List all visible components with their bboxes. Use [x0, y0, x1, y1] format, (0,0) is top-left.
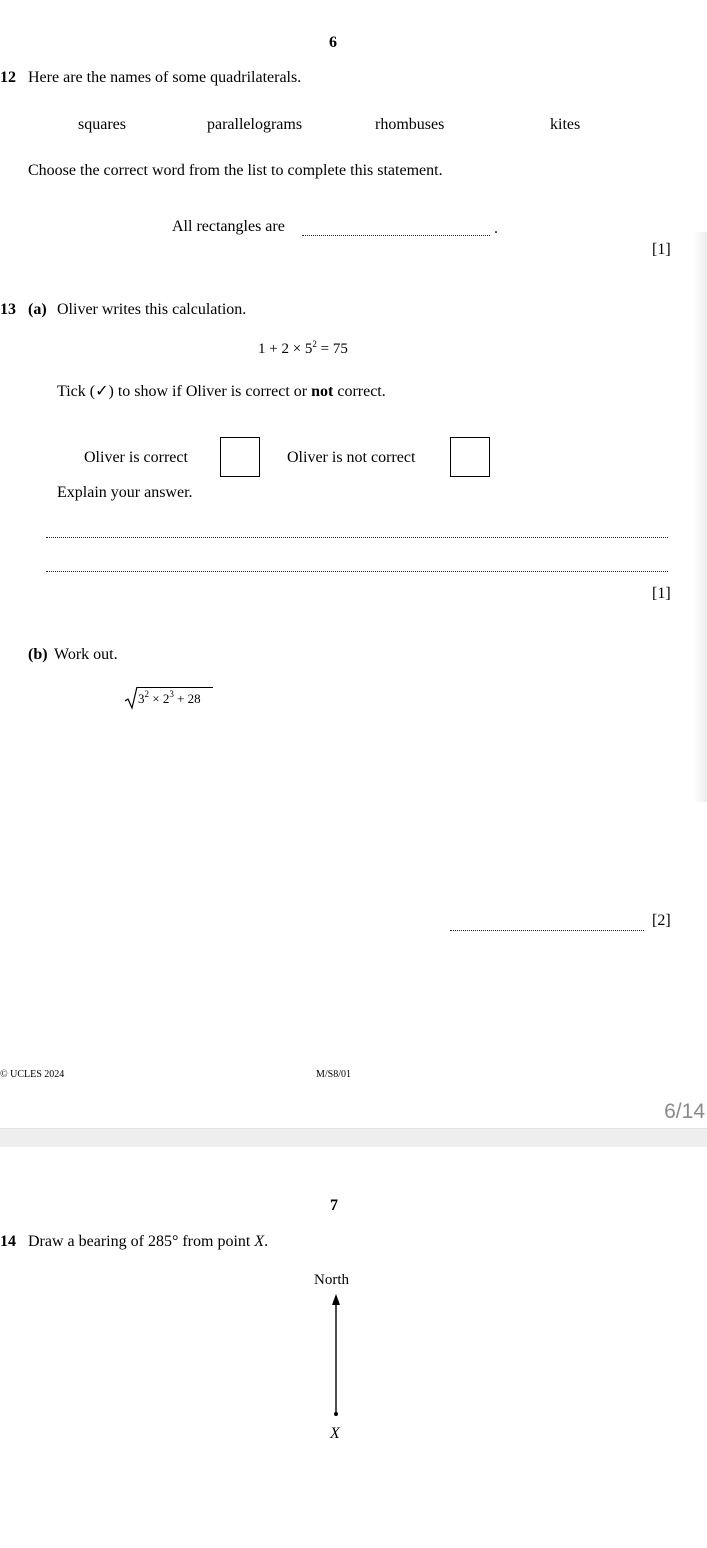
q13b-answer-line[interactable]: [450, 930, 644, 931]
footer-copyright: © UCLES 2024: [0, 1069, 65, 1080]
calculation: [258, 341, 348, 358]
q13b-intro: Work out.: [54, 646, 118, 663]
q13a-marks: [1]: [652, 585, 671, 602]
north-arrow-diagram[interactable]: [326, 1292, 346, 1422]
tick-text-pre: Tick (✓) to show if Oliver is correct or: [57, 383, 312, 400]
q14-text-pre: Draw a bearing of 285° from point: [28, 1233, 255, 1250]
question-number-14: 14: [0, 1233, 16, 1250]
tick-text-post: correct.: [333, 383, 386, 400]
calc-right: = 75: [316, 341, 348, 357]
north-label: North: [314, 1272, 349, 1288]
page-indicator: 6/14: [664, 1100, 705, 1123]
option-not-correct-label: Oliver is not correct: [287, 449, 416, 466]
q12-answer-line[interactable]: [302, 235, 490, 236]
q13b-marks: [2]: [652, 912, 671, 929]
tick-text-bold: not: [311, 383, 334, 400]
explain-line-2[interactable]: [46, 571, 668, 572]
question-number-13: 13: [0, 301, 16, 318]
sqrt-exp1: 2: [144, 689, 149, 699]
explain-line-1[interactable]: [46, 537, 668, 538]
arrow-head-icon: [332, 1294, 340, 1305]
sqrt-times: ×: [149, 691, 163, 706]
page-separator: [0, 1128, 707, 1147]
sqrt-exp2: 3: [169, 689, 174, 699]
q14-text-point: X: [254, 1233, 265, 1250]
q13b-label: (b): [28, 646, 48, 663]
q12-statement-end: .: [494, 220, 498, 237]
sqrt-base2: 2: [162, 691, 170, 706]
page-number: 6: [329, 34, 337, 51]
q12-marks: [1]: [652, 241, 671, 258]
word-parallelograms: parallelograms: [207, 116, 303, 133]
q13a-explain: Explain your answer.: [57, 484, 193, 501]
word-rhombuses: rhombuses: [375, 116, 445, 133]
page-number-2: 7: [330, 1197, 338, 1214]
word-squares: squares: [78, 116, 126, 133]
point-x-label: X: [330, 1425, 340, 1442]
word-kites: kites: [550, 116, 581, 133]
option-correct-label: Oliver is correct: [84, 449, 188, 466]
q14-text: [28, 1233, 268, 1251]
sqrt-base1: 3: [138, 691, 145, 706]
checkbox-not-correct[interactable]: [450, 437, 490, 477]
calc-exponent: 2: [312, 339, 317, 349]
q13a-label: (a): [28, 301, 47, 318]
q13a-intro: Oliver writes this calculation.: [57, 301, 247, 318]
q13a-tick-instruction: [57, 381, 386, 401]
sqrt-plus: + 28: [173, 691, 201, 706]
footer-code: M/S8/01: [316, 1069, 352, 1080]
sqrt-sign-icon: [124, 686, 138, 710]
question-number-12: 12: [0, 69, 16, 86]
q12-intro: Here are the names of some quadrilaterals.: [28, 69, 302, 86]
calc-left: 1 + 2 × 5: [258, 341, 313, 357]
q14-text-post: .: [264, 1233, 269, 1250]
page-edge-shadow: [693, 232, 707, 802]
q12-statement: All rectangles are: [172, 218, 285, 235]
q12-instruction: Choose the correct word from the list to complete this statement.: [28, 162, 443, 179]
point-x-dot[interactable]: [334, 1412, 338, 1416]
checkbox-correct[interactable]: [220, 437, 260, 477]
